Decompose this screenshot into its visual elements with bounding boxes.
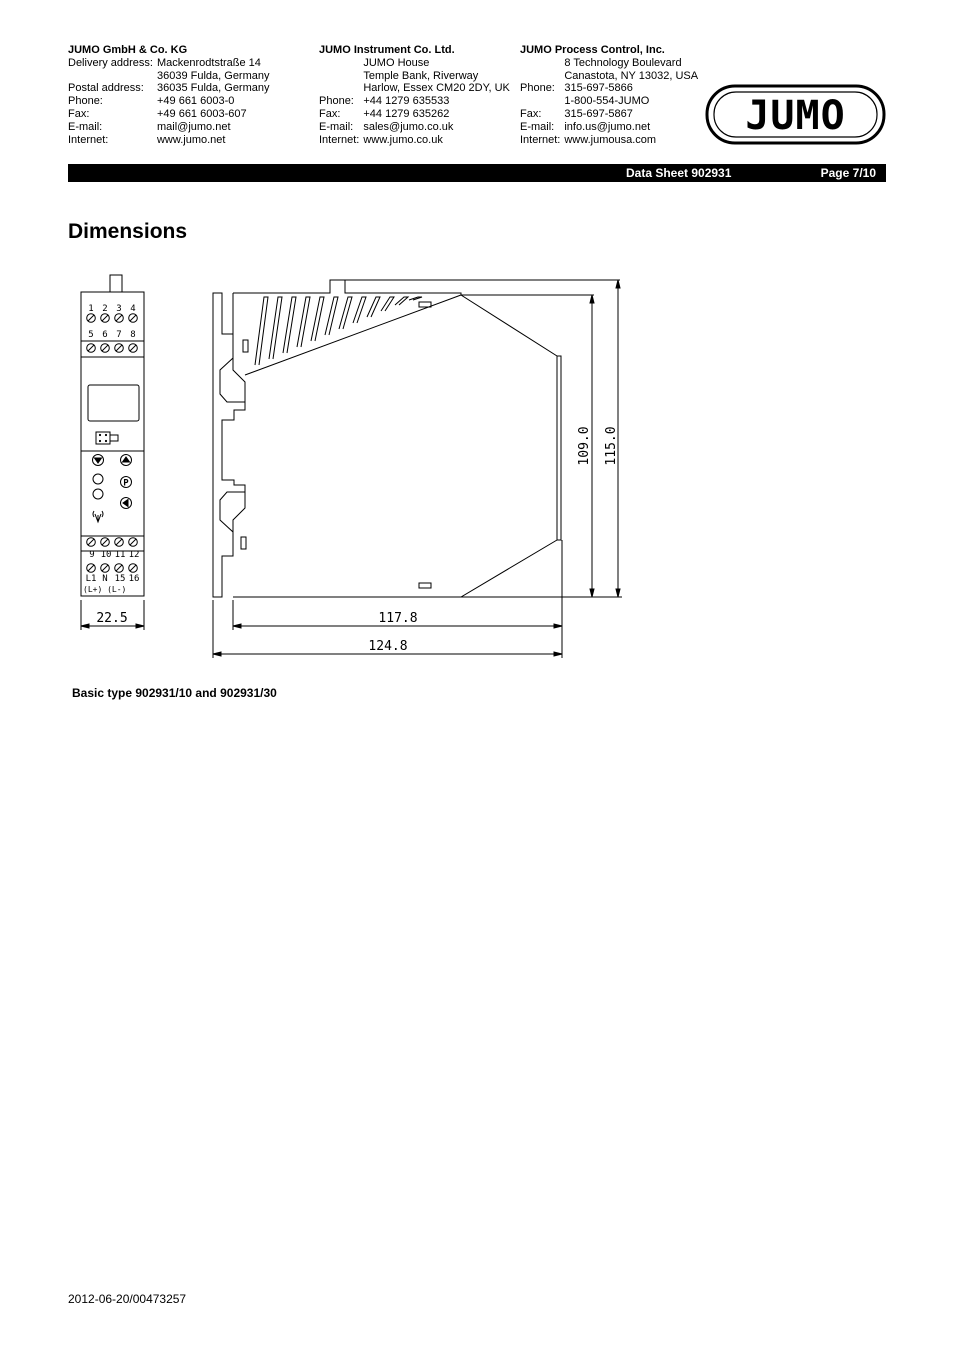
side-view xyxy=(213,280,622,658)
address-label: E-mail: xyxy=(319,120,354,133)
address-label: E-mail: xyxy=(68,120,103,133)
address-value: mail@jumo.net xyxy=(156,120,231,133)
terminal-label: 8 xyxy=(130,330,136,340)
address-value: +44 1279 635262 xyxy=(363,107,450,120)
header-bar xyxy=(68,164,886,182)
address-label xyxy=(520,70,564,83)
terminal-label: 5 xyxy=(88,330,94,340)
address-value: info.us@jumo.net xyxy=(564,120,651,133)
address-value: www.jumousa.com xyxy=(564,133,657,146)
wireless-icon xyxy=(93,511,103,522)
dimension-depth-inner: 117.8 xyxy=(378,611,418,626)
address-value: www.jumo.net xyxy=(156,133,226,146)
company-jumo-uk xyxy=(319,44,510,146)
dimension-height-outer: 115.0 xyxy=(604,426,619,466)
terminal-label: L1 xyxy=(85,574,97,584)
dimension-drawing xyxy=(60,270,640,670)
terminal-label: 7 xyxy=(116,330,122,340)
address-value: +49 661 6003-0 xyxy=(156,95,235,108)
terminal-label: 9 xyxy=(89,550,95,560)
address-label xyxy=(68,70,157,83)
address-value: www.jumo.co.uk xyxy=(363,133,443,146)
dimension-width: 22.5 xyxy=(96,611,128,626)
address-value: +44 1279 635533 xyxy=(363,95,450,108)
terminal-label: 4 xyxy=(130,304,136,314)
terminal-label: 15 xyxy=(114,574,126,584)
address-value: 315-697-5867 xyxy=(564,107,633,120)
address-label: E-mail: xyxy=(520,120,555,133)
terminal-label: N xyxy=(102,574,108,584)
address-label xyxy=(319,57,363,70)
company-jumo-usa xyxy=(520,44,698,146)
terminal-label: 11 xyxy=(114,550,126,560)
address-label: Fax: xyxy=(520,107,542,120)
address-value: sales@jumo.co.uk xyxy=(363,120,454,133)
terminal-label: 2 xyxy=(102,304,108,314)
address-label: Internet: xyxy=(520,133,561,146)
led-indicator xyxy=(93,489,103,499)
company-jumo-germany xyxy=(68,44,270,146)
address-value: JUMO House xyxy=(363,56,430,69)
company-name: JUMO Instrument Co. Ltd. xyxy=(319,44,455,56)
address-label: Fax: xyxy=(319,107,341,120)
address-label: Postal address: xyxy=(68,82,144,95)
page-number: Page 7/10 xyxy=(820,166,876,180)
figure-caption: Basic type 902931/10 and 902931/30 xyxy=(72,686,277,700)
address-value: Canastota, NY 13032, USA xyxy=(564,69,699,82)
address-label xyxy=(319,82,363,95)
dimension-depth-outer: 124.8 xyxy=(368,639,408,654)
terminal-label: 6 xyxy=(102,330,108,340)
address-value: +49 661 6003-607 xyxy=(156,107,247,120)
terminal-label: 16 xyxy=(128,574,140,584)
terminal-screws xyxy=(87,314,138,573)
datasheet-number: Data Sheet 902931 xyxy=(626,166,732,180)
address-value: 1-800-554-JUMO xyxy=(564,95,650,108)
front-view xyxy=(81,275,144,630)
cooling-fins xyxy=(245,295,461,375)
address-label xyxy=(319,70,363,83)
address-value: 36039 Fulda, Germany xyxy=(156,69,270,82)
logo-text: JUMO xyxy=(745,93,846,139)
address-label xyxy=(520,57,564,70)
address-value: 8 Technology Boulevard xyxy=(564,56,682,69)
document-id-footer: 2012-06-20/00473257 xyxy=(68,1292,187,1306)
terminal-label: 3 xyxy=(116,304,122,314)
address-value: 315-697-5866 xyxy=(564,82,633,95)
address-label: Phone: xyxy=(319,95,354,108)
address-label xyxy=(520,95,564,108)
address-value: Harlow, Essex CM20 2DY, UK xyxy=(363,82,510,95)
terminal-label: 1 xyxy=(88,304,94,314)
address-value: Temple Bank, Riverway xyxy=(363,69,479,82)
svg-text:P: P xyxy=(123,478,129,489)
dimension-height-inner: 109.0 xyxy=(577,426,592,466)
jumo-logo xyxy=(705,84,886,145)
supply-label: (L+) (L-) xyxy=(83,585,127,594)
led-indicator xyxy=(93,474,103,484)
address-value: 36035 Fulda, Germany xyxy=(156,82,270,95)
address-label: Phone: xyxy=(520,82,555,95)
address-label: Internet: xyxy=(68,133,109,146)
address-label: Fax: xyxy=(68,107,90,120)
terminal-label: 12 xyxy=(128,550,140,560)
address-label: Delivery address: xyxy=(68,56,153,69)
address-value: Mackenrodtstraße 14 xyxy=(156,56,261,69)
terminal-label: 10 xyxy=(100,550,112,560)
address-label: Internet: xyxy=(319,133,360,146)
address-label: Phone: xyxy=(68,95,103,108)
company-name: JUMO Process Control, Inc. xyxy=(520,44,665,56)
page-title: Dimensions xyxy=(68,220,188,243)
company-name: JUMO GmbH & Co. KG xyxy=(68,44,188,56)
